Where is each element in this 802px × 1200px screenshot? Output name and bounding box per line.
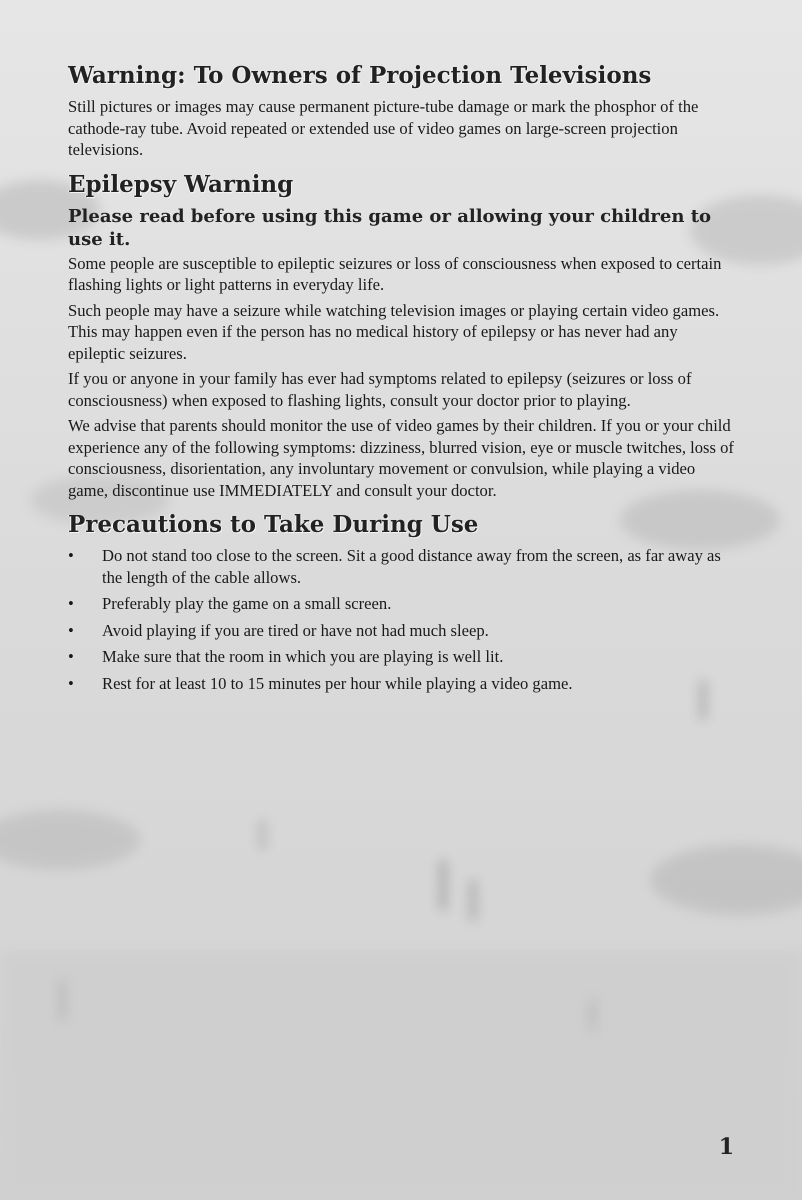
precautions-list: [68, 545, 738, 694]
list-item: [68, 646, 738, 668]
list-item: [68, 545, 738, 588]
list-item-text: Make sure that the room in which you are playing is well lit.: [102, 647, 504, 666]
epilepsy-heading: Epilepsy Warning: [68, 170, 294, 198]
bullet-icon: •: [68, 594, 74, 613]
projection-tv-body: Still pictures or images may cause permanent picture-tube damage or mark the phosphor of the cathode-ray tube. Avoid repeated or extended use of video games on large-screen projection televisions.: [68, 97, 699, 159]
list-item-text: Do not stand too close to the screen. Sit a good distance away from the screen, as far away as the length of the cable allows.: [102, 546, 721, 587]
list-item-text: Avoid playing if you are tired or have not had much sleep.: [102, 620, 489, 640]
list-item-text: Rest for at least 10 to 15 minutes per hour while playing a video game.: [102, 673, 573, 693]
manual-page-content: [68, 60, 738, 699]
epilepsy-paragraph: If you or anyone in your family has ever had symptoms related to epilepsy (seizures or loss of consciousness) when exposed to flashing lights, consult your doctor prior to playing.: [68, 369, 692, 410]
list-item-text: Preferably play the game on a small screen.: [102, 594, 392, 613]
projection-tv-section: [68, 60, 738, 161]
list-item: [68, 673, 738, 695]
epilepsy-paragraph: Some people are susceptible to epileptic seizures or loss of consciousness when exposed to certain flashing lights or light patterns in everyday life.: [68, 253, 722, 294]
list-item: [68, 593, 738, 615]
bullet-icon: •: [68, 673, 74, 693]
precautions-section: [68, 509, 738, 694]
bullet-icon: •: [68, 620, 74, 640]
epilepsy-subheading: Please read before using this game or allowing your children to use it.: [68, 205, 712, 250]
epilepsy-paragraph: We advise that parents should monitor the use of video games by their children. If you or your child experience any of the following symptoms: dizziness, blurred vision, eye or muscle twitches, loss of consciousness, disorientation, any involuntary movement or convulsion, while playing a video game, discontinue use IMMEDIATELY and consult your doctor.: [68, 416, 734, 500]
bullet-icon: •: [68, 546, 74, 565]
page-number: 1: [718, 1134, 734, 1160]
list-item: [68, 620, 738, 642]
epilepsy-section: [68, 169, 738, 502]
projection-tv-heading: Warning: To Owners of Projection Televisions: [68, 62, 652, 89]
bullet-icon: •: [68, 647, 74, 666]
precautions-heading: Precautions to Take During Use: [68, 511, 479, 538]
epilepsy-paragraph: Such people may have a seizure while watching television images or playing certain video games. This may happen even if the person has no medical history of epilepsy or has never had any epileptic seizures.: [68, 300, 720, 363]
